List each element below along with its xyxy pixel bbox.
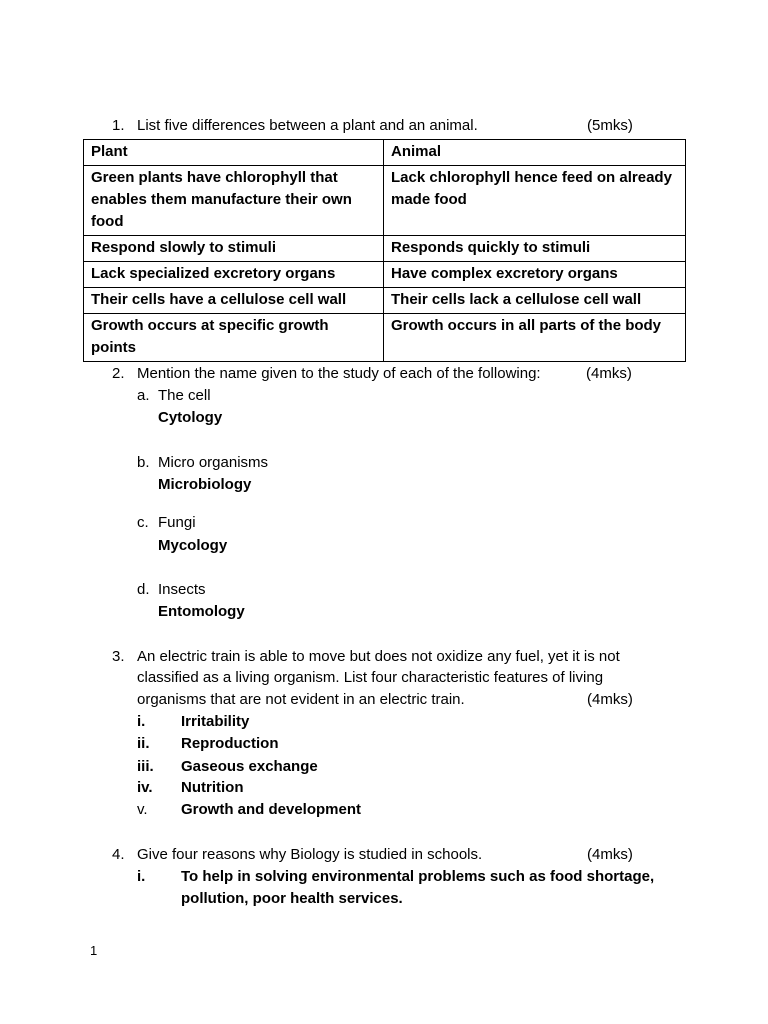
q2-item-text: Fungi <box>158 514 196 531</box>
q2-item-letter: b. <box>137 454 150 471</box>
q4-number: 4. <box>112 846 125 863</box>
q1-number: 1. <box>112 117 125 134</box>
q3-answer-numeral: iv. <box>137 779 153 796</box>
q2-number: 2. <box>112 365 125 382</box>
table-row <box>84 236 686 262</box>
table-cell-animal: Lack chlorophyll hence feed on already made food <box>384 166 686 236</box>
q2-item-answer: Microbiology <box>158 476 252 493</box>
q3-answer-text: Nutrition <box>181 779 244 796</box>
q2-item-letter: a. <box>137 387 150 404</box>
q3-answer-text: Reproduction <box>181 735 279 752</box>
table-cell-plant: Green plants have chlorophyll that enables them manufacture their own food <box>84 166 384 236</box>
table-cell-plant: Respond slowly to stimuli <box>84 236 384 262</box>
table-cell-animal: Have complex excretory organs <box>384 262 686 288</box>
q2-item-text: The cell <box>158 387 211 404</box>
q3-answer-text: Growth and development <box>181 801 362 818</box>
q3-marks: (4mks) <box>587 691 633 708</box>
table-header-animal: Animal <box>384 140 686 166</box>
q2-marks: (4mks) <box>586 365 632 382</box>
table-row <box>84 288 686 314</box>
q2-item-answer: Mycology <box>158 537 228 554</box>
table-cell-plant: Lack specialized excretory organs <box>84 262 384 288</box>
q3-answer-numeral: v. <box>137 801 148 818</box>
q3-answer-numeral: i. <box>137 713 146 730</box>
q1-text: List five differences between a plant and an animal. <box>137 117 478 134</box>
differences-table <box>83 139 686 362</box>
table-row <box>84 166 686 236</box>
table-header-plant: Plant <box>84 140 384 166</box>
q3-text-line3: organisms that are not evident in an electric train. <box>137 691 465 708</box>
table-row <box>84 314 686 362</box>
q3-answer-text: Irritability <box>181 713 250 730</box>
q3-text-line2: classified as a living organism. List four characteristic features of living <box>137 669 604 686</box>
table-cell-plant: Their cells have a cellulose cell wall <box>84 288 384 314</box>
table-row <box>84 262 686 288</box>
q3-number: 3. <box>112 648 125 665</box>
page-number: 1 <box>90 943 98 958</box>
q1-marks: (5mks) <box>587 117 633 134</box>
q2-item-text: Insects <box>158 581 206 598</box>
table-cell-plant: Growth occurs at specific growth points <box>84 314 384 362</box>
q2-item-answer: Entomology <box>158 603 245 620</box>
q2-text: Mention the name given to the study of each of the following: <box>137 365 541 382</box>
q3-answer-text: Gaseous exchange <box>181 758 318 775</box>
q2-item-letter: c. <box>137 514 149 531</box>
q2-item-text: Micro organisms <box>158 454 269 471</box>
q2-item-letter: d. <box>137 581 150 598</box>
q4-answer-numeral: i. <box>137 868 146 885</box>
table-cell-animal: Growth occurs in all parts of the body <box>384 314 686 362</box>
q4-answer-line1: To help in solving environmental problems such as food shortage, <box>181 868 655 885</box>
q4-text: Give four reasons why Biology is studied in schools. <box>137 846 483 863</box>
table-cell-animal: Their cells lack a cellulose cell wall <box>384 288 686 314</box>
q4-marks: (4mks) <box>587 846 633 863</box>
q3-answer-numeral: ii. <box>137 735 150 752</box>
q4-answer-line2: pollution, poor health services. <box>181 890 403 907</box>
q3-answer-numeral: iii. <box>137 758 154 775</box>
table-cell-animal: Responds quickly to stimuli <box>384 236 686 262</box>
table-header-row <box>84 140 686 166</box>
q3-text-line1: An electric train is able to move but does not oxidize any fuel, yet it is not <box>137 648 620 665</box>
q2-item-answer: Cytology <box>158 409 223 426</box>
